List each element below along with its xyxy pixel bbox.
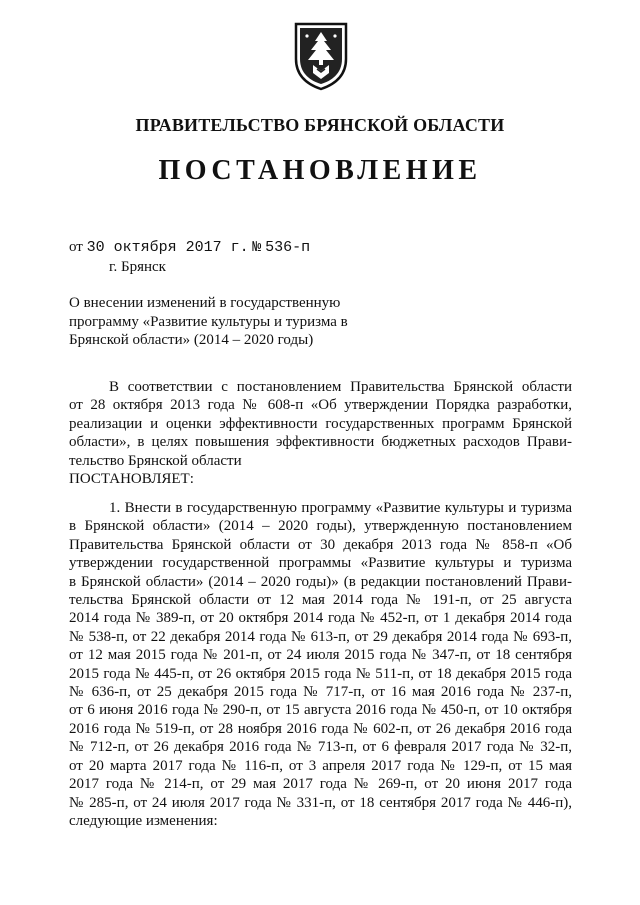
preamble-line: области», в целях повышения эффективности бюджетных расходов Прави- (69, 434, 572, 451)
government-title: ПРАВИТЕЛЬСТВО БРЯНСКОЙ ОБЛАСТИ (135, 115, 505, 135)
document-number: 536-п (265, 239, 311, 256)
item-line: от 12 мая 2015 года № 201-п, от 24 июля 2015 года № 347-п, от 18 сентября (69, 647, 572, 664)
preamble-line: от 28 октября 2013 года № 608-п «Об утверждении Порядка разработки, (69, 397, 572, 414)
item-line: № 285-п, от 24 июля 2017 года № 331-п, от 18 сентября 2017 года № 446-п), (69, 794, 572, 811)
item-line: 2017 года № 214-п, от 29 мая 2017 года № 269-п, от 20 июня 2017 года (69, 776, 572, 793)
preamble-paragraph (69, 378, 572, 488)
item-line: от 20 марта 2017 года № 116-п, от 3 апреля 2017 года № 129-п, от 15 мая (69, 757, 572, 774)
document-city: г. Брянск (109, 259, 166, 275)
subject-line: программу «Развитие культуры и туризма в (69, 313, 348, 330)
subject-line: О внесении изменений в государственную (69, 295, 341, 311)
preamble-line: реализации и оценки эффективности государственных программ Брянской (69, 415, 572, 432)
item-line: № 636-п, от 25 декабря 2015 года № 717-п, от 16 мая 2016 года № 237-п, (69, 684, 572, 701)
item-line: от 6 июня 2016 года № 290-п, от 15 августа 2016 года № 450-п, от 10 октября (69, 702, 572, 719)
preamble-line: тельство Брянской области (69, 452, 242, 469)
item-line: № 538-п, от 22 декабря 2014 года № 613-п, от 29 декабря 2014 года № 693-п, (69, 628, 572, 645)
resolves-heading: ПОСТАНОВЛЯЕТ: (69, 471, 194, 488)
document-subject (69, 294, 369, 350)
preamble-line: В соответствии с постановлением Правительства Брянской области (109, 379, 572, 395)
item-line: 2015 года № 445-п, от 26 октября 2015 года № 511-п, от 18 декабря 2015 года (69, 665, 572, 682)
item-line: следующие изменения: (69, 812, 218, 829)
subject-line: Брянской области» (2014 – 2020 годы) (69, 332, 314, 348)
document-date-number (69, 239, 310, 256)
bryansk-coat-of-arms-icon (293, 21, 349, 91)
document-date: 30 октября 2017 г. (86, 239, 249, 256)
item-line: 2014 года № 389-п, от 20 октября 2014 года № 452-п, от 1 декабря 2014 года (69, 610, 572, 627)
item-1-paragraph (69, 499, 572, 830)
item-line: в Брянской области» (2014 – 2020 годы)» (в редакции постановлений Прави- (69, 573, 572, 590)
item-line: тельства Брянской области от 12 мая 2014 года № 191-п, от 25 августа (69, 592, 572, 609)
item-line: 2016 года № 519-п, от 28 ноября 2016 года № 602-п, от 26 декабря 2016 года (69, 720, 572, 737)
item-line: 1. Внести в государственную программу «Развитие культуры и туризма (109, 500, 572, 516)
item-line: Правительства Брянской области от 30 декабря 2013 года № 858-п «Об (69, 536, 572, 553)
date-prefix: от (69, 239, 83, 255)
item-line: в Брянской области» (2014 – 2020 годы), утвержденную постановлением (69, 518, 572, 535)
document-type-title: ПОСТАНОВЛЕНИЕ (158, 155, 482, 186)
item-line: № 712-п, от 26 декабря 2016 года № 713-п, от 6 февраля 2017 года № 32-п, (69, 739, 572, 756)
item-line: утверждении государственной программы «Развитие культуры и туризма (69, 555, 572, 572)
number-prefix: № (252, 239, 262, 256)
